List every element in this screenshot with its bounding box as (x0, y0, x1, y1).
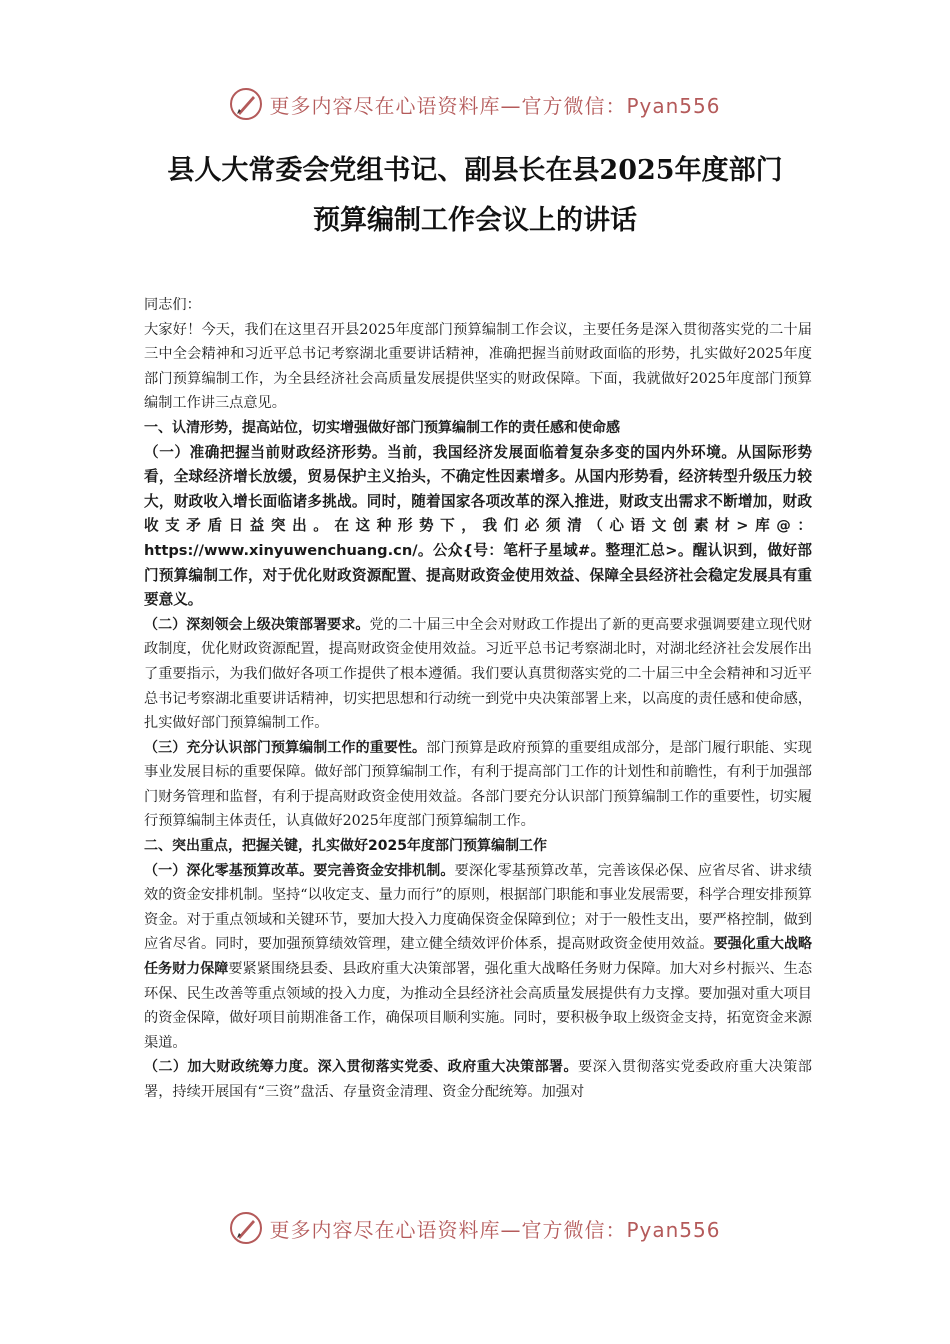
section-1-paragraph-2-text: 党的二十届三中全会对财政工作提出了新的更高要求强调要建立现代财政制度，优化财政资源配置，提高财政资金使用效益。习近平总书记考察湖北时，对湖北经济社会发展作出了重要指示，为我们做好各项工作提供了根本遵循。我们要认真贯彻落实党的二十届三中全会精神和习近平总书记考察湖北重要讲话精神，切实把思想和行动统一到党中央决策部署上来，以高度的责任感和使命感，扎实做好部门预算编制工作。 (144, 616, 812, 732)
watermark-text: 更多内容尽在心语资料库—官方微信：Pyan556 (269, 1217, 721, 1242)
intro-paragraph: 大家好！今天，我们在这里召开县2025年度部门预算编制工作会议，主要任务是深入贯彻落实党的二十届三中全会精神和习近平总书记考察湖北重要讲话精神，准确把握当前财政面临的形势，扎实做好2025年度部门预算编制工作，为全县经济社会高质量发展提供坚实的财政保障。下面，我就做好2025年度部门预算编制工作讲三点意见。 (144, 321, 812, 412)
section-1-paragraph-3 (144, 736, 812, 834)
section-1-paragraph-1: （一）准确把握当前财政经济形势。当前，我国经济发展面临着复杂多变的国内外环境。从国际形势看，全球经济增长放缓，贸易保护主义抬头，不确定性因素增多。从国内形势看，经济转型升级压力较大，财政收入增长面临诸多挑战。同时，随着国家各项改革的深入推进，财政支出需求不断增加，财政收支矛盾日益突出。在这种形势下，我们必须清（心语文创素材>库@：https://www.xinyuwenchuang.cn/。公众{号：笔杆子星域#。整理汇总>。醒认识到，做好部门预算编制工作，对于优化财政资源配置、提高财政资金使用效益、保障全县经济社会稳定发展具有重要意义。 (144, 443, 812, 609)
watermark-footer (0, 1206, 950, 1250)
section-2-paragraph-1 (144, 859, 812, 1056)
speech-body (144, 293, 812, 1105)
section-1-heading: 一、认清形势，提高站位，切实增强做好部门预算编制工作的责任感和使命感 (144, 419, 620, 436)
quill-pen-logo-icon (229, 87, 263, 121)
section-1-paragraph-3-lead: （三）充分认识部门预算编制工作的重要性。 (144, 739, 427, 756)
title-line-2: 预算编制工作会议上的讲话 (313, 205, 637, 236)
section-1-paragraph-2-lead: （二）深刻领会上级决策部署要求。 (144, 616, 370, 633)
title-line-1: 县人大常委会党组书记、副县长在县2025年度部门 (167, 155, 783, 186)
watermark-text: 更多内容尽在心语资料库—官方微信：Pyan556 (269, 93, 721, 118)
section-2-paragraph-1-text: 要深化零基预算改革，完善该保必保、应省尽省、讲求绩效的资金安排机制。坚持“以收定支、量力而行”的原则，根据部门职能和事业发展需要，科学合理安排预算资金。对于重点领域和关键环节，要加大投入力度确保资金保障到位；对于一般性支出，要严格控制，做到应省尽省。同时，要加强预算绩效管理，建立健全绩效评价体系，提高财政资金使用效益。 (144, 862, 812, 953)
section-2-paragraph-1-lead-2: 要强化重大战略任务财力保障 (144, 936, 812, 978)
section-2-paragraph-1-lead: （一）深化零基预算改革。要完善资金安排机制。 (144, 862, 455, 879)
document-title (120, 146, 830, 246)
section-2-paragraph-2-text: 要深入贯彻落实党委政府重大决策部署，持续开展国有“三资”盘活、存量资金清理、资金分配统筹。加强对 (144, 1059, 812, 1100)
greeting: 同志们： (144, 297, 201, 313)
section-2-paragraph-2-lead: （二）加大财政统筹力度。深入贯彻落实党委、政府重大决策部署。 (144, 1059, 578, 1076)
section-2-paragraph-1-text-2: 要紧紧围绕县委、县政府重大决策部署，强化重大战略任务财力保障。加大对乡村振兴、生态环保、民生改善等重点领域的投入力度，为推动全县经济社会高质量发展提供有力支撑。要加强对重大项目的资金保障，做好项目前期准备工作，确保项目顺利实施。同时，要积极争取上级资金支持，拓宽资金来源渠道。 (144, 961, 813, 1051)
section-2-paragraph-2 (144, 1055, 812, 1104)
section-1-paragraph-2 (144, 613, 812, 736)
quill-pen-logo-icon (229, 1211, 263, 1245)
watermark-header (0, 82, 950, 126)
section-2-heading: 二、突出重点，把握关键，扎实做好2025年度部门预算编制工作 (144, 838, 547, 855)
section-1-paragraph-3-text: 部门预算是政府预算的重要组成部分，是部门履行职能、实现事业发展目标的重要保障。做好部门预算编制工作，有利于提高部门工作的计划性和前瞻性，有利于加强部门财务管理和监督，有利于提高财政资金使用效益。各部门要充分认识部门预算编制工作的重要性，切实履行预算编制主体责任，认真做好2025年度部门预算编制工作。 (144, 739, 812, 830)
